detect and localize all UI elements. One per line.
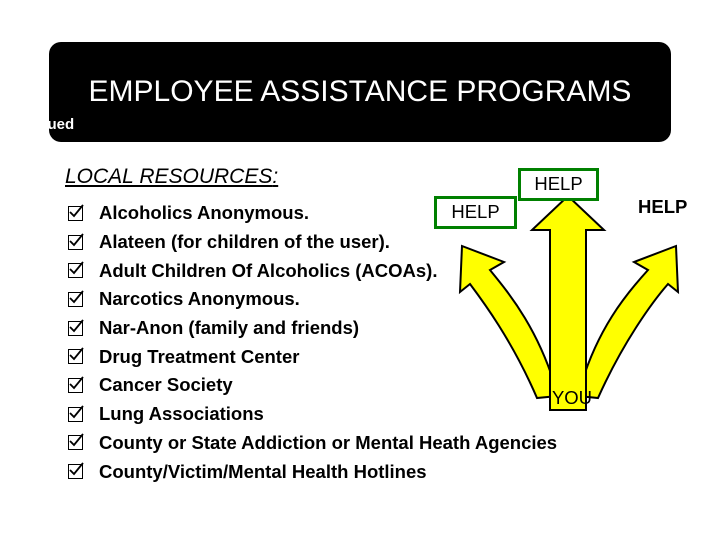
list-item-label: Cancer Society [99, 374, 233, 396]
list-item-label: Drug Treatment Center [99, 345, 300, 367]
list-item [68, 228, 557, 257]
checkbox-icon [68, 292, 83, 307]
checkbox-icon [68, 464, 83, 479]
page-title: EMPLOYEE ASSISTANCE PROGRAMS [88, 75, 632, 108]
resource-list [68, 199, 557, 486]
list-item-label: County/Victim/Mental Health Hotlines [99, 460, 427, 482]
list-item [68, 285, 557, 314]
list-item-label: County or State Addiction or Mental Heath Agencies [99, 431, 558, 453]
list-item-label: Nar-Anon (family and friends) [99, 317, 360, 339]
checkbox-icon [68, 206, 83, 221]
checkbox-icon [68, 435, 83, 450]
list-item-label: Lung Associations [99, 403, 264, 425]
list-item [68, 429, 557, 458]
checkbox-icon [68, 263, 83, 278]
list-item-label: Alateen (for children of the user). [99, 231, 390, 253]
list-item [68, 342, 557, 371]
help-right-label: HELP [638, 196, 688, 217]
right-arrow [578, 246, 678, 398]
list-item [68, 400, 557, 429]
checkbox-icon [68, 235, 83, 250]
list-item [68, 199, 557, 228]
help-top-label: HELP [521, 171, 596, 198]
checkbox-icon [68, 407, 83, 422]
you-label: YOU [551, 387, 593, 408]
page-subtitle: Continued [0, 116, 75, 133]
section-heading-text: LOCAL RESOURCES [65, 165, 273, 188]
list-item [68, 371, 557, 400]
list-item [68, 314, 557, 343]
list-item [68, 457, 557, 486]
list-item-label: Narcotics Anonymous. [99, 288, 300, 310]
checkbox-icon [68, 378, 83, 393]
checkbox-icon [68, 349, 83, 364]
list-item-label: Alcoholics Anonymous. [99, 202, 310, 224]
help-left-label: HELP [437, 199, 514, 226]
list-item-label: Adult Children Of Alcoholics (ACOAs). [99, 259, 438, 281]
checkbox-icon [68, 321, 83, 336]
section-heading-colon: : [272, 165, 279, 188]
help-box-top [518, 168, 599, 201]
list-item [68, 256, 557, 285]
